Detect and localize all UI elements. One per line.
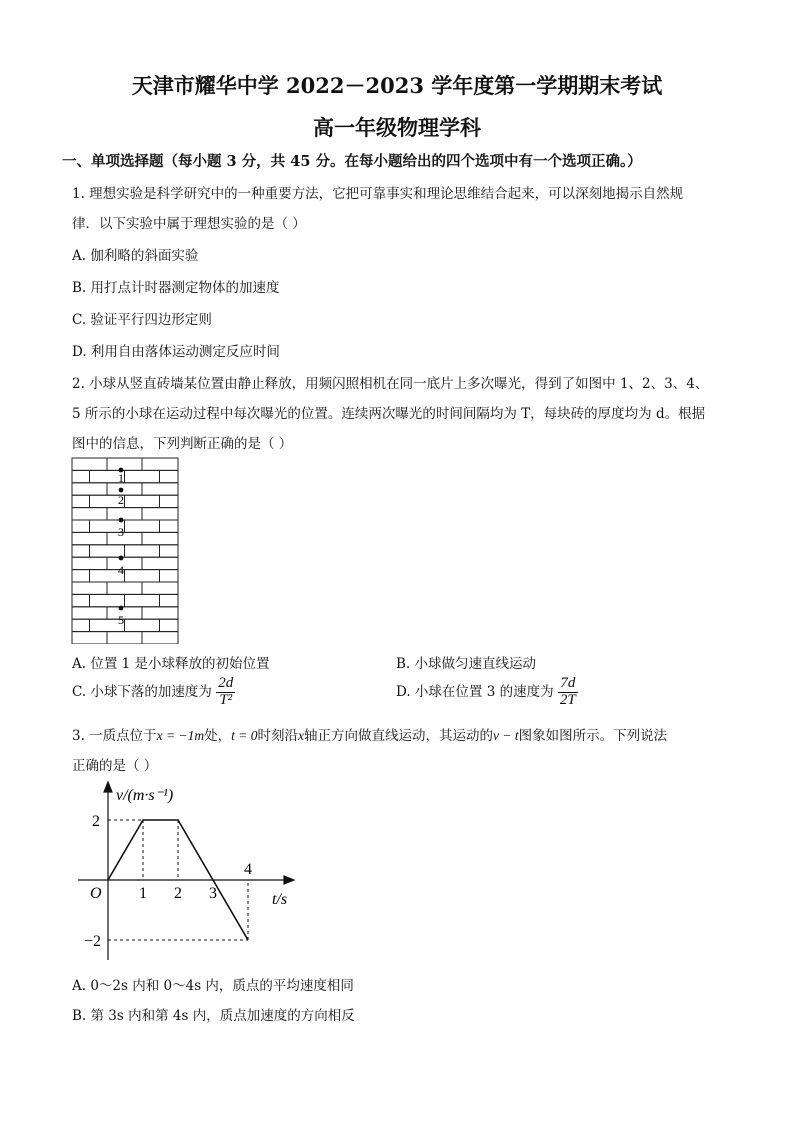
vt-graph [72,776,312,966]
q1-stem-line2: 律．以下实验中属于理想实验的是（ ） [72,216,306,232]
brick-row [72,632,178,644]
q2-option-c [72,676,235,709]
ball-position-dot [119,488,124,493]
x-axis-arrow [284,876,294,884]
x-axis-label: t/s [272,891,288,908]
brick-row [72,607,178,619]
ball-position-dot [119,606,124,611]
ball-position-dot [119,556,124,561]
y-tick-label: −2 [84,933,102,950]
q2-stem-line3: 图中的信息，下列判断正确的是（ ） [72,436,293,452]
q2-stem-line1: 2. 小球从竖直砖墙某位置由静止释放，用频闪照相机在同一底片上多次曝光，得到了如图中 1、2、3、4、 [72,376,709,392]
q2-option-d-fraction [558,676,578,709]
q1-option-d: D. 利用自由落体运动测定反应时间 [72,344,280,360]
x-tick-label: 3 [209,885,217,902]
q3-stem-part-d: 轴正方向做直线运动，其运动的 [304,728,494,744]
q3-stem-line1 [72,724,667,744]
ball-position-dot [119,518,124,523]
q2-option-d-denominator: 2T [559,691,576,708]
q1-option-b: B. 用打点计时器测定物体的加速度 [72,280,280,296]
q3-stem-part-e: 图象如图所示。下列说法 [518,728,668,744]
q3-stem-part-a: 3. 一质点位于 [72,728,157,744]
position-label-3: 3 [118,525,124,539]
q1-option-a: A. 伽利略的斜面实验 [72,248,199,264]
brick-row [72,458,178,470]
brick-wall-figure [70,456,182,644]
q2-option-c-text: C. 小球下落的加速度为 [72,683,212,700]
q2-option-d-numerator: 7d [558,676,578,693]
brick-row [72,557,178,569]
q3-stem-part-b: 处， [204,728,232,744]
exam-title: 天津市耀华中学 2022－2023 学年度第一学期期末考试 [131,73,663,98]
q3-eq-x-position: x = −1m [156,728,205,743]
brick-row [72,508,178,520]
q3-option-a: A. 0～2s 内和 0～4s 内，质点的平均速度相同 [72,978,354,994]
q2-option-c-fraction [216,676,235,709]
brick-row [72,532,178,544]
q3-stem-part-c: 时刻沿 [257,728,299,744]
y-axis-label: v/(m·s⁻¹) [116,787,174,804]
q3-eq-vt: v − t [493,728,519,743]
exam-subtitle: 高一年级物理学科 [313,115,481,140]
origin-label: O [90,885,102,902]
y-axis-arrow [104,782,112,792]
q3-stem-line2: 正确的是（ ） [72,758,158,774]
q1-option-c: C. 验证平行四边形定则 [72,312,212,328]
x-tick-label: 2 [174,885,182,902]
position-label-4: 4 [118,563,124,577]
x-tick-label: 4 [244,861,252,878]
q2-option-d [396,676,578,709]
position-label-1: 1 [118,471,124,485]
position-label-5: 5 [118,613,124,627]
q2-option-c-numerator: 2d [218,675,234,691]
q2-stem-line2: 5 所示的小球在运动过程中每次曝光的位置。连续两次曝光的时间间隔均为 T，每块砖的厚度均为 d。根据 [72,406,706,422]
brick-row [72,483,178,495]
position-label-2: 2 [118,493,124,507]
section-heading: 一、单项选择题（每小题 3 分，共 45 分。在每小题给出的四个选项中有一个选项正确。） [62,153,642,170]
q2-option-d-text: D. 小球在位置 3 的速度为 [396,683,554,700]
brick-row [72,582,178,594]
q2-option-b: B. 小球做匀速直线运动 [396,656,537,672]
q3-option-b: B. 第 3s 内和第 4s 内，质点加速度的方向相反 [72,1008,355,1024]
q2-option-c-denominator: T² [219,691,233,708]
q3-var-x: x [298,728,305,743]
q3-eq-t-zero: t = 0 [231,728,258,743]
y-tick-label: 2 [92,813,100,830]
q1-stem-line1: 1. 理想实验是科学研究中的一种重要方法，它把可靠事实和理论思维结合起来，可以深刻地揭示自然规 [72,186,684,202]
q2-option-a: A. 位置 1 是小球释放的初始位置 [72,656,270,672]
x-tick-label: 1 [139,885,147,902]
